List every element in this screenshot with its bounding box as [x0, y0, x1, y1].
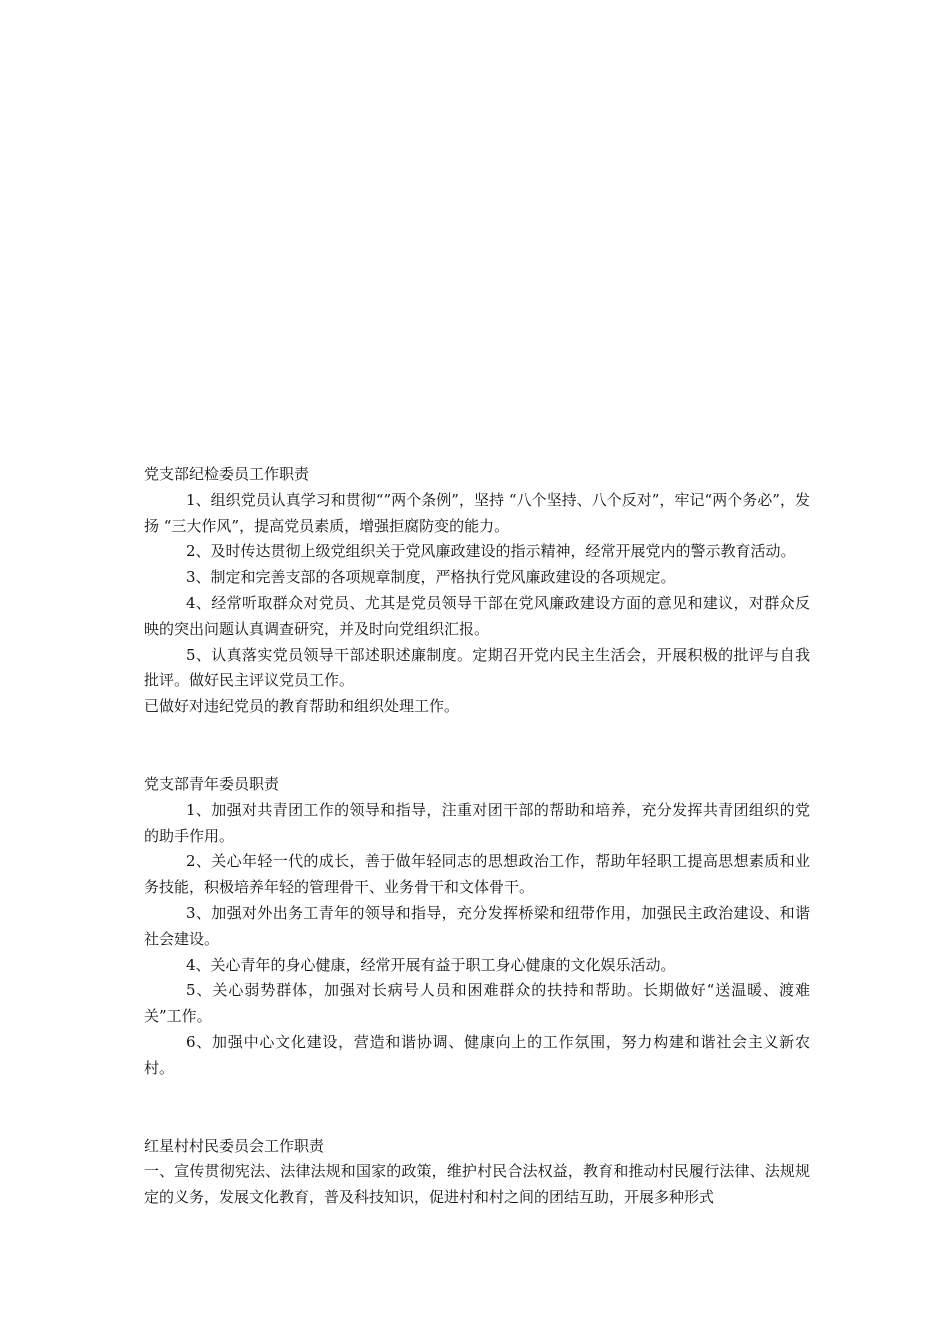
paragraph: 4、经常听取群众对党员、尤其是党员领导干部在党风廉政建设方面的意见和建议，对群众反映的突出问题认真调查研究，并及时向党组织汇报。 — [144, 593, 810, 638]
paragraph: 已做好对违纪党员的教育帮助和组织处理工作。 — [144, 697, 460, 716]
paragraph: 3、加强对外出务工青年的领导和指导，充分发挥桥梁和纽带作用，加强民主政治建设、和谐社会建设。 — [144, 903, 810, 948]
paragraph: 一、宣传贯彻宪法、法律法规和国家的政策，维护村民合法权益，教育和推动村民履行法律、法规规定的义务，发展文化教育，普及科技知识，促进村和村之间的团结互助，开展多种形式 — [144, 1162, 810, 1207]
paragraph: 1、组织党员认真学习和贯彻“”两个条例”，坚持 “八个坚持、八个反对”，牢记“两个务必”，发扬 “三大作风”，提高党员素质，增强拒腐防变的能力。 — [144, 490, 810, 535]
section-village-committee — [144, 1134, 810, 1211]
paragraph: 5、关心弱势群体，加强对长病号人员和困难群众的扶持和帮助。长期做好“送温暖、渡难关”工作。 — [144, 981, 810, 1026]
section-discipline-committee — [144, 462, 810, 720]
section-title: 党支部青年委员职责 — [144, 774, 280, 793]
section-spacer — [144, 1082, 810, 1134]
paragraph: 2、及时传达贯彻上级党组织关于党风廉政建设的指示精神，经常开展党内的警示教育活动。 — [186, 542, 796, 561]
section-title: 党支部纪检委员工作职责 — [144, 465, 310, 483]
paragraph: 6、加强中心文化建设，营造和谐协调、健康向上的工作氛围，努力构建和谐社会主义新农村。 — [144, 1032, 810, 1077]
paragraph: 3、制定和完善支部的各项规章制度，严格执行党风廉政建设的各项规定。 — [186, 568, 676, 587]
section-spacer — [144, 720, 810, 772]
paragraph: 2、关心年轻一代的成长，善于做年轻同志的思想政治工作，帮助年轻职工提高思想素质和业务技能，积极培养年轻的管理骨干、业务骨干和文体骨干。 — [144, 852, 810, 897]
paragraph: 5、认真落实党员领导干部述职述廉制度。定期召开党内民主生活会，开展积极的批评与自我批评。做好民主评议党员工作。 — [144, 645, 810, 690]
document-body — [144, 462, 810, 1211]
paragraph: 1、加强对共青团工作的领导和指导，注重对团干部的帮助和培养，充分发挥共青团组织的党的助手作用。 — [144, 800, 810, 845]
section-youth-committee — [144, 772, 810, 1082]
paragraph: 4、关心青年的身心健康，经常开展有益于职工身心健康的文化娱乐活动。 — [186, 955, 676, 974]
section-title: 红星村村民委员会工作职责 — [144, 1136, 325, 1155]
